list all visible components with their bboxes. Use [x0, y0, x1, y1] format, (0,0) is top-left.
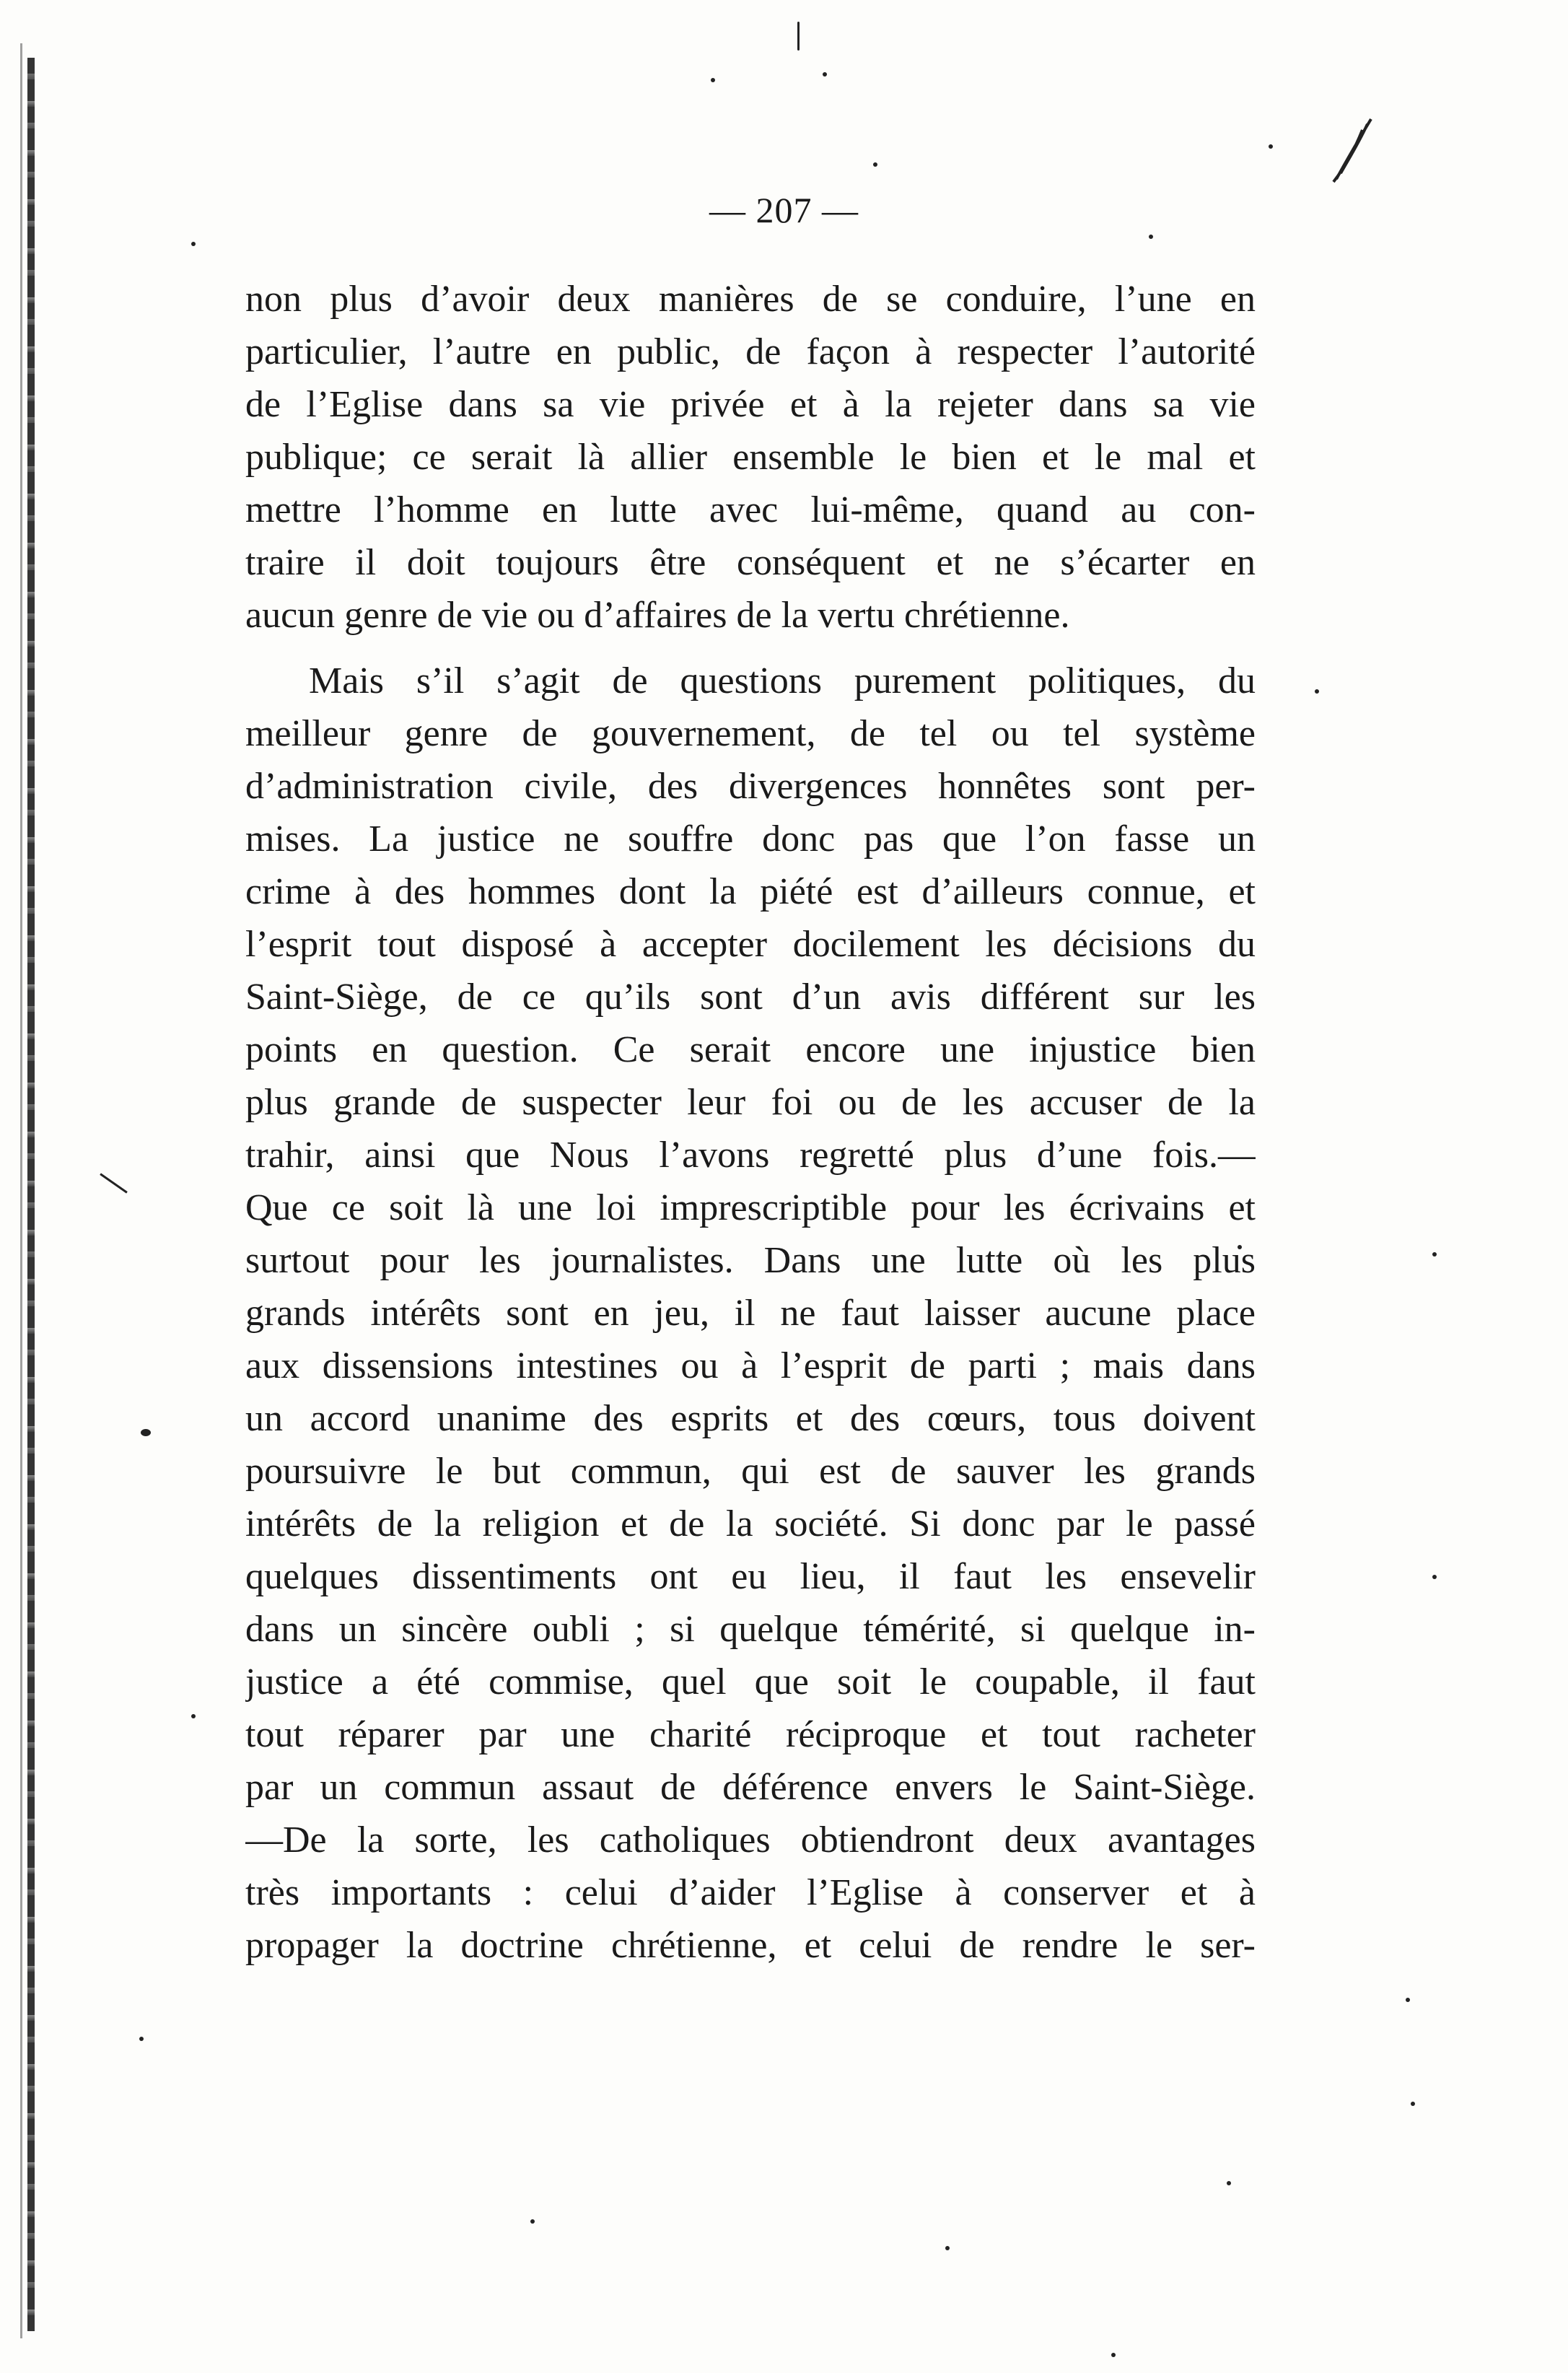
text-line: meilleur genre de gouvernement, de tel ou tel système: [245, 713, 1256, 754]
text-line: trahir, ainsi que Nous l’avons regretté plus d’une fois.—: [245, 1135, 1256, 1176]
text-line: non plus d’avoir deux manières de se conduire, l’une en: [245, 279, 1256, 320]
binding-shadow: [20, 43, 22, 2338]
text-line: aux dissensions intestines ou à l’esprit de parti ; mais dans: [245, 1345, 1256, 1386]
text-line: poursuivre le but commun, qui est de sauver les grands: [245, 1451, 1256, 1492]
text-line: particulier, l’autre en public, de façon à respecter l’autorité: [245, 331, 1256, 372]
text-line: points en question. Ce serait encore une injustice bien: [245, 1029, 1256, 1070]
text-line: mises. La justice ne souffre donc pas que l’on fasse un: [245, 818, 1256, 860]
text-line: surtout pour les journalistes. Dans une lutte où les plus: [245, 1240, 1256, 1281]
text-line: un accord unanime des esprits et des cœurs, tous doivent: [245, 1398, 1256, 1439]
text-line: traire il doit toujours être conséquent et ne s’écarter en: [245, 542, 1256, 583]
text-line: intérêts de la religion et de la société. Si donc par le passé: [245, 1503, 1256, 1544]
text-line: par un commun assaut de déférence envers le Saint-Siège.: [245, 1767, 1256, 1808]
text-line: crime à des hommes dont la piété est d’ailleurs connue, et: [245, 871, 1256, 912]
text-line: propager la doctrine chrétienne, et celui de rendre le ser-: [245, 1925, 1256, 1966]
text-line: mettre l’homme en lutte avec lui-même, quand au con-: [245, 489, 1256, 530]
text-line: Mais s’il s’agit de questions purement politiques, du: [309, 660, 1256, 702]
text-line: Saint-Siège, de ce qu’ils sont d’un avis différent sur les: [245, 976, 1256, 1018]
text-line: de l’Eglise dans sa vie privée et à la rejeter dans sa vie: [245, 384, 1256, 425]
text-line: dans un sincère oubli ; si quelque témérité, si quelque in-: [245, 1609, 1256, 1650]
paragraph-2: [245, 655, 1256, 1972]
text-line: —De la sorte, les catholiques obtiendront deux avantages: [245, 1819, 1256, 1861]
text-line: justice a été commise, quel que soit le coupable, il faut: [245, 1661, 1256, 1703]
body-text: [245, 273, 1256, 1972]
text-line: grands intérêts sont en jeu, il ne faut laisser aucune place: [245, 1293, 1256, 1334]
text-line: plus grande de suspecter leur foi ou de les accuser de la: [245, 1082, 1256, 1123]
text-line: Que ce soit là une loi imprescriptible pour les écrivains et: [245, 1187, 1256, 1228]
text-line: l’esprit tout disposé à accepter docilement les décisions du: [245, 924, 1256, 965]
text-line: publique; ce serait là allier ensemble le bien et le mal et: [245, 437, 1256, 478]
pen-mark-icon: [1328, 115, 1378, 188]
text-line: tout réparer par une charité réciproque et tout racheter: [245, 1714, 1256, 1755]
paragraph-1: [245, 273, 1256, 642]
page-number: — 207 —: [709, 190, 859, 230]
text-line: très importants : celui d’aider l’Eglise à conserver et à: [245, 1872, 1256, 1913]
binding-edge: [27, 58, 35, 2331]
text-line: quelques dissentiments ont eu lieu, il faut les ensevelir: [245, 1556, 1256, 1597]
text-line: aucun genre de vie ou d’affaires de la vertu chrétienne.: [245, 595, 1070, 636]
text-line: d’administration civile, des divergences honnêtes sont per-: [245, 766, 1256, 807]
